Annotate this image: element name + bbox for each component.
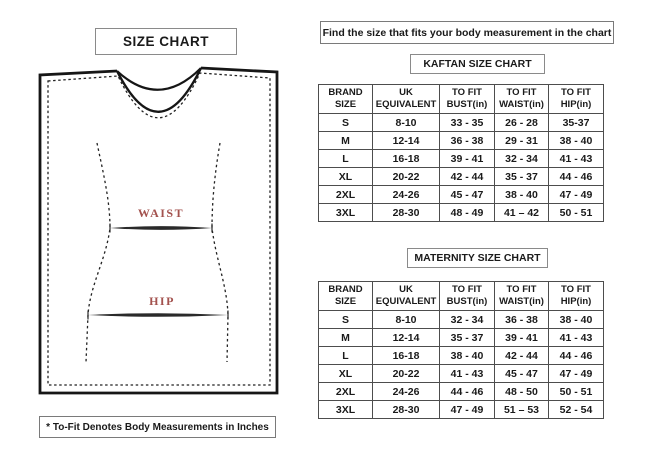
- table-cell: 52 - 54: [549, 401, 604, 419]
- header-to-fit-waist: TO FIT WAIST(in): [495, 282, 549, 311]
- table-row: [319, 204, 604, 222]
- table-row: [319, 114, 604, 132]
- table-cell: 48 - 49: [440, 204, 495, 222]
- table-cell: 36 - 38: [440, 132, 495, 150]
- table-cell: 8-10: [373, 311, 440, 329]
- table-row: [319, 347, 604, 365]
- table-cell: 16-18: [373, 347, 440, 365]
- table-cell: 24-26: [373, 383, 440, 401]
- table-cell: 42 - 44: [495, 347, 549, 365]
- table-cell: 29 - 31: [495, 132, 549, 150]
- table-header-row: [319, 282, 604, 311]
- garment-outline: [40, 68, 277, 393]
- header-uk-equivalent: UK EQUIVALENT: [373, 85, 440, 114]
- table-row: [319, 311, 604, 329]
- table-cell: 3XL: [319, 204, 373, 222]
- table-row: [319, 186, 604, 204]
- table-cell: 32 - 34: [495, 150, 549, 168]
- table-cell: S: [319, 311, 373, 329]
- table-cell: 42 - 44: [440, 168, 495, 186]
- table-row: [319, 365, 604, 383]
- table-cell: 41 - 43: [549, 150, 604, 168]
- table-cell: 41 - 43: [440, 365, 495, 383]
- table-cell: XL: [319, 168, 373, 186]
- table-cell: 12-14: [373, 132, 440, 150]
- table-cell: XL: [319, 365, 373, 383]
- table-row: [319, 401, 604, 419]
- table-cell: 38 - 40: [549, 311, 604, 329]
- table-cell: M: [319, 329, 373, 347]
- table-cell: 35-37: [549, 114, 604, 132]
- table-cell: 16-18: [373, 150, 440, 168]
- page-title: SIZE CHART: [95, 28, 237, 55]
- table-cell: 41 - 43: [549, 329, 604, 347]
- table-cell: 44 - 46: [549, 347, 604, 365]
- table-cell: 32 - 34: [440, 311, 495, 329]
- table-cell: 47 - 49: [549, 186, 604, 204]
- table-cell: 28-30: [373, 401, 440, 419]
- table-cell: 51 – 53: [495, 401, 549, 419]
- table-cell: 47 - 49: [440, 401, 495, 419]
- kaftan-size-table: [318, 84, 604, 222]
- maternity-table-title: MATERNITY SIZE CHART: [407, 248, 548, 268]
- maternity-size-table: [318, 281, 604, 419]
- header-brand-size: BRAND SIZE: [319, 85, 373, 114]
- table-row: [319, 168, 604, 186]
- table-cell: 45 - 47: [440, 186, 495, 204]
- header-to-fit-bust: TO FIT BUST(in): [440, 282, 495, 311]
- table-cell: 35 - 37: [440, 329, 495, 347]
- table-cell: 47 - 49: [549, 365, 604, 383]
- table-row: [319, 150, 604, 168]
- header-to-fit-bust: TO FIT BUST(in): [440, 85, 495, 114]
- header-to-fit-hip: TO FIT HIP(in): [549, 282, 604, 311]
- table-cell: 26 - 28: [495, 114, 549, 132]
- table-cell: 44 - 46: [440, 383, 495, 401]
- table-header-row: [319, 85, 604, 114]
- table-cell: L: [319, 150, 373, 168]
- table-cell: 12-14: [373, 329, 440, 347]
- table-cell: 38 - 40: [549, 132, 604, 150]
- table-cell: 38 - 40: [440, 347, 495, 365]
- table-cell: 39 - 41: [495, 329, 549, 347]
- table-cell: 8-10: [373, 114, 440, 132]
- waist-label: WAIST: [137, 206, 185, 220]
- table-cell: 20-22: [373, 365, 440, 383]
- table-cell: 3XL: [319, 401, 373, 419]
- table-cell: 39 - 41: [440, 150, 495, 168]
- table-cell: 20-22: [373, 168, 440, 186]
- table-cell: 48 - 50: [495, 383, 549, 401]
- table-cell: L: [319, 347, 373, 365]
- table-cell: S: [319, 114, 373, 132]
- banner-text: Find the size that fits your body measurement in the chart: [320, 21, 614, 44]
- header-to-fit-hip: TO FIT HIP(in): [549, 85, 604, 114]
- table-cell: 33 - 35: [440, 114, 495, 132]
- kaftan-table-title: KAFTAN SIZE CHART: [410, 54, 545, 74]
- table-row: [319, 132, 604, 150]
- table-cell: M: [319, 132, 373, 150]
- table-cell: 24-26: [373, 186, 440, 204]
- header-brand-size: BRAND SIZE: [319, 282, 373, 311]
- hip-label: HIP: [149, 294, 175, 308]
- footnote: * To-Fit Denotes Body Measurements in Inches: [39, 416, 276, 438]
- table-cell: 2XL: [319, 186, 373, 204]
- header-uk-equivalent: UK EQUIVALENT: [373, 282, 440, 311]
- table-cell: 50 - 51: [549, 204, 604, 222]
- table-cell: 41 – 42: [495, 204, 549, 222]
- table-row: [319, 329, 604, 347]
- body-silhouette-right: [212, 143, 228, 362]
- waist-measure-line: [110, 226, 212, 230]
- neckline-back-curve: [117, 68, 201, 90]
- header-to-fit-waist: TO FIT WAIST(in): [495, 85, 549, 114]
- kaftan-diagram: [30, 60, 290, 405]
- table-cell: 45 - 47: [495, 365, 549, 383]
- body-silhouette-left: [86, 143, 110, 362]
- table-cell: 50 - 51: [549, 383, 604, 401]
- hip-measure-line: [88, 313, 228, 317]
- table-cell: 44 - 46: [549, 168, 604, 186]
- table-cell: 35 - 37: [495, 168, 549, 186]
- table-cell: 2XL: [319, 383, 373, 401]
- table-cell: 28-30: [373, 204, 440, 222]
- table-cell: 36 - 38: [495, 311, 549, 329]
- table-row: [319, 383, 604, 401]
- table-cell: 38 - 40: [495, 186, 549, 204]
